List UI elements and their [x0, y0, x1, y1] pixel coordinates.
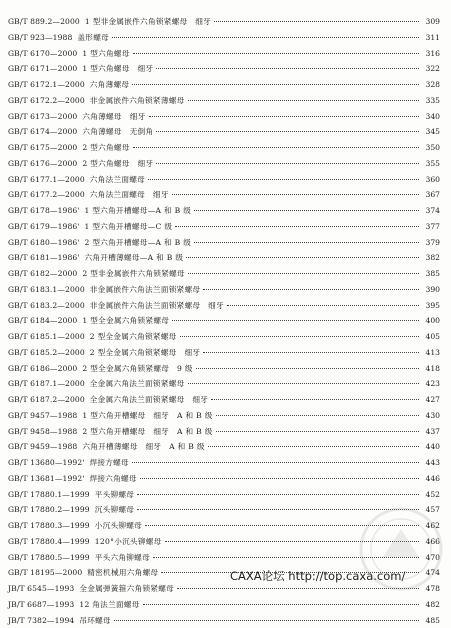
toc-title: 六角薄螺母 无倒角: [82, 124, 153, 140]
toc-dot-leader: [188, 273, 419, 274]
toc-standard-number: GB/T 6174—2000: [8, 124, 77, 140]
toc-entry: [8, 93, 440, 109]
toc-standard-number: JB/T 7382—1994: [8, 613, 74, 628]
toc-entry: [8, 329, 440, 345]
toc-dot-leader: [194, 242, 419, 243]
toc-title: 平头六角铆螺母: [95, 550, 150, 566]
toc-dot-leader: [188, 100, 419, 101]
toc-entry: [8, 518, 440, 534]
toc-title: 精密机械用六角螺母: [87, 565, 158, 581]
toc-dot-leader: [194, 210, 419, 211]
toc-standard-number: GB/T 6185.1—2000: [8, 329, 85, 345]
toc-entry: [8, 46, 440, 62]
toc-dot-leader: [211, 399, 419, 400]
toc-entry: [8, 534, 440, 550]
toc-entry: [8, 282, 440, 298]
toc-title: 2 型六角螺母 细牙: [82, 156, 153, 172]
toc-entry: [8, 140, 440, 156]
toc-dot-leader: [203, 289, 419, 290]
toc-dot-leader: [216, 415, 419, 416]
toc-title: 六角开槽薄螺母 细牙 A 和 B 级: [82, 439, 204, 455]
toc-standard-number: GB/T 17880.5—1999: [8, 550, 90, 566]
toc-dot-leader: [114, 620, 419, 621]
toc-entry: [8, 109, 440, 125]
toc-dot-leader: [133, 147, 419, 148]
toc-entry: [8, 172, 440, 188]
toc-title: 小沉头铆螺母: [95, 518, 142, 534]
table-of-contents: [8, 14, 440, 628]
toc-page-number: 379: [422, 235, 440, 251]
toc-entry: [8, 187, 440, 203]
toc-title: 平头铆螺母: [95, 487, 134, 503]
toc-title: 六角薄螺母: [90, 77, 129, 93]
toc-page-number: 418: [422, 361, 440, 377]
toc-standard-number: GB/T 6177.1—2000: [8, 172, 85, 188]
toc-title: 全金属六角法兰面锁紧螺母: [90, 376, 185, 392]
toc-page-number: 367: [422, 187, 440, 203]
toc-standard-number: GB/T 6187.2—2000: [8, 392, 85, 408]
toc-entry: [8, 298, 440, 314]
toc-page-number: 355: [422, 156, 440, 172]
toc-dot-leader: [177, 588, 419, 589]
toc-title: 非金属嵌件六角法兰面锁紧螺母 细牙: [90, 298, 224, 314]
toc-title: 2 型全金属六角锁紧螺母: [90, 329, 177, 345]
toc-entry: [8, 471, 440, 487]
toc-entry: [8, 14, 440, 30]
toc-standard-number: GB/T 9459—1988: [8, 439, 77, 455]
toc-page-number: 309: [422, 14, 440, 30]
toc-title: 吊环螺母: [79, 613, 111, 628]
toc-standard-number: GB/T 13680—1992': [8, 455, 84, 471]
toc-entry: [8, 266, 440, 282]
toc-title: 12 角法兰面螺母: [79, 597, 139, 613]
toc-dot-leader: [132, 84, 419, 85]
toc-dot-leader: [186, 257, 419, 258]
toc-dot-leader: [112, 37, 419, 38]
toc-dot-leader: [148, 179, 419, 180]
toc-page-number: 462: [422, 518, 440, 534]
toc-page-number: 405: [422, 329, 440, 345]
toc-title: 六角法兰面螺母 细牙: [90, 187, 169, 203]
toc-entry: [8, 408, 440, 424]
toc-page-number: 482: [422, 597, 440, 613]
toc-entry: [8, 361, 440, 377]
toc-standard-number: GB/T 923—1988: [8, 30, 72, 46]
toc-standard-number: GB/T 6187.1—2000: [8, 376, 85, 392]
toc-page-number: 470: [422, 550, 440, 566]
toc-standard-number: GB/T 6184—2000: [8, 313, 77, 329]
toc-entry: [8, 550, 440, 566]
toc-standard-number: GB/T 17880.4—1999: [8, 534, 90, 550]
toc-entry: [8, 156, 440, 172]
toc-page-number: 400: [422, 313, 440, 329]
toc-dot-leader: [156, 131, 419, 132]
toc-standard-number: GB/T 13681—1992': [8, 471, 84, 487]
toc-entry: [8, 502, 440, 518]
toc-entry: [8, 392, 440, 408]
toc-title: 2 型全金属六角锁紧螺母 细牙: [90, 345, 200, 361]
toc-page-number: 395: [422, 298, 440, 314]
toc-title: 1 型全金属六角锁紧螺母: [82, 313, 169, 329]
toc-page-number: 385: [422, 266, 440, 282]
toc-dot-leader: [140, 478, 419, 479]
toc-title: 盖形螺母: [77, 30, 109, 46]
toc-page-number: 377: [422, 219, 440, 235]
toc-page-number: 474: [422, 565, 440, 581]
toc-title: 全金属六角法兰面锁紧螺母 细牙: [90, 392, 208, 408]
toc-page-number: 466: [422, 534, 440, 550]
toc-title: 1 型非金属嵌件六角锁紧螺母 细牙: [85, 14, 211, 30]
toc-dot-leader: [149, 116, 420, 117]
toc-entry: [8, 61, 440, 77]
toc-title: 2 型六角开槽螺母—A 和 B 级: [85, 235, 192, 251]
toc-page-number: 316: [422, 46, 440, 62]
toc-dot-leader: [175, 226, 419, 227]
toc-title: 2 型六角螺母: [82, 140, 129, 156]
toc-page-number: 413: [422, 345, 440, 361]
toc-dot-leader: [196, 368, 419, 369]
toc-dot-leader: [165, 541, 419, 542]
toc-standard-number: GB/T 6181—1986': [8, 250, 80, 266]
toc-dot-leader: [153, 557, 419, 558]
toc-title: 焊接方螺母: [89, 455, 128, 471]
toc-title: 全金属弹簧箍六角锁紧螺母: [79, 581, 174, 597]
toc-page-number: 340: [422, 109, 440, 125]
toc-dot-leader: [132, 462, 419, 463]
toc-dot-leader: [188, 383, 419, 384]
toc-dot-leader: [145, 525, 419, 526]
toc-standard-number: GB/T 6183.1—2000: [8, 282, 85, 298]
toc-page-number: 485: [422, 613, 440, 628]
toc-dot-leader: [216, 431, 419, 432]
toc-entry: [8, 30, 440, 46]
toc-page-number: 328: [422, 77, 440, 93]
toc-title: 焊接六角螺母: [89, 471, 136, 487]
toc-dot-leader: [208, 446, 419, 447]
toc-dot-leader: [143, 604, 419, 605]
toc-title: 1 型六角开槽螺母—C 级: [85, 219, 173, 235]
toc-dot-leader: [172, 320, 419, 321]
toc-dot-leader: [214, 21, 419, 22]
toc-standard-number: GB/T 17880.3—1999: [8, 518, 90, 534]
toc-page-number: 350: [422, 140, 440, 156]
toc-standard-number: GB/T 6170—2000: [8, 46, 77, 62]
toc-entry: [8, 487, 440, 503]
toc-standard-number: GB/T 6179—1986': [8, 219, 80, 235]
toc-title: 非金属嵌件六角锁紧薄螺母: [90, 93, 185, 109]
toc-entry: [8, 345, 440, 361]
toc-standard-number: GB/T 6175—2000: [8, 140, 77, 156]
toc-title: 2 型六角开槽螺母 细牙 A 和 B 级: [82, 424, 212, 440]
toc-standard-number: GB/T 17880.2—1999: [8, 502, 90, 518]
toc-standard-number: GB/T 6172.1—2000: [8, 77, 85, 93]
toc-entry: [8, 235, 440, 251]
toc-dot-leader: [156, 163, 419, 164]
toc-title: 非金属嵌件六角法兰面锁紧螺母: [90, 282, 201, 298]
toc-dot-leader: [133, 53, 419, 54]
toc-title: 2 型全金属六角锁紧螺母 9 级: [82, 361, 192, 377]
toc-title: 2 型非金属嵌件六角锁紧螺母: [82, 266, 185, 282]
toc-page-number: 335: [422, 93, 440, 109]
toc-dot-leader: [203, 352, 419, 353]
toc-page-number: 360: [422, 172, 440, 188]
toc-entry: [8, 77, 440, 93]
toc-title: 六角开槽薄螺母—A 和 B 级: [85, 250, 184, 266]
toc-page-number: 430: [422, 408, 440, 424]
toc-dot-leader: [227, 305, 419, 306]
toc-standard-number: GB/T 6186—2000: [8, 361, 77, 377]
toc-entry: [8, 439, 440, 455]
toc-page-number: 423: [422, 376, 440, 392]
toc-page-number: 440: [422, 439, 440, 455]
toc-entry: [8, 613, 440, 628]
toc-standard-number: GB/T 6173—2000: [8, 109, 77, 125]
toc-standard-number: GB/T 6177.2—2000: [8, 187, 85, 203]
toc-dot-leader: [172, 194, 419, 195]
toc-standard-number: GB/T 9457—1988: [8, 408, 77, 424]
toc-page-number: 382: [422, 250, 440, 266]
toc-standard-number: GB/T 6172.2—2000: [8, 93, 85, 109]
toc-dot-leader: [156, 68, 419, 69]
toc-title: 1 型六角螺母: [82, 46, 129, 62]
toc-entry: [8, 597, 440, 613]
toc-entry: [8, 424, 440, 440]
toc-page-number: 390: [422, 282, 440, 298]
toc-entry: [8, 376, 440, 392]
toc-title: 1 型六角开槽螺母 细牙 A 和 B 级: [82, 408, 212, 424]
toc-entry: [8, 219, 440, 235]
toc-standard-number: GB/T 9458—1988: [8, 424, 77, 440]
toc-title: 六角薄螺母 细牙: [82, 109, 145, 125]
toc-standard-number: GB/T 889.2—2000: [8, 14, 80, 30]
toc-page-number: 437: [422, 424, 440, 440]
toc-page-number: 322: [422, 61, 440, 77]
toc-page-number: 452: [422, 487, 440, 503]
toc-entry: [8, 203, 440, 219]
toc-standard-number: GB/T 6178—1986': [8, 203, 80, 219]
toc-page-number: 311: [422, 30, 440, 46]
toc-standard-number: GB/T 6183.2—2000: [8, 298, 85, 314]
toc-standard-number: GB/T 6176—2000: [8, 156, 77, 172]
toc-page-number: 457: [422, 502, 440, 518]
toc-title: 1 型六角开槽螺母—A 和 B 级: [85, 203, 192, 219]
toc-standard-number: JB/T 6687—1993: [8, 597, 74, 613]
toc-standard-number: GB/T 6180—1986': [8, 235, 80, 251]
toc-title: 120°小沉头铆螺母: [95, 534, 162, 550]
toc-entry: [8, 124, 440, 140]
toc-entry: [8, 455, 440, 471]
toc-page-number: 443: [422, 455, 440, 471]
toc-standard-number: GB/T 17880.1—1999: [8, 487, 90, 503]
toc-dot-leader: [180, 336, 419, 337]
toc-standard-number: GB/T 6185.2—2000: [8, 345, 85, 361]
toc-title: 1 型六角螺母 细牙: [82, 61, 153, 77]
toc-entry: [8, 250, 440, 266]
toc-dot-leader: [137, 494, 419, 495]
toc-standard-number: GB/T 6182—2000: [8, 266, 77, 282]
toc-page-number: 345: [422, 124, 440, 140]
toc-title: 沉头铆螺母: [95, 502, 134, 518]
toc-standard-number: JB/T 6545—1993: [8, 581, 74, 597]
toc-standard-number: GB/T 18195—2000: [8, 565, 82, 581]
toc-title: 六角法兰面螺母: [90, 172, 145, 188]
site-watermark: CAXA论坛 http://top.caxa.com/: [230, 568, 405, 584]
toc-page-number: 374: [422, 203, 440, 219]
toc-page-number: 446: [422, 471, 440, 487]
toc-dot-leader: [137, 509, 419, 510]
toc-page-number: 478: [422, 581, 440, 597]
toc-entry: [8, 313, 440, 329]
toc-page-number: 427: [422, 392, 440, 408]
toc-standard-number: GB/T 6171—2000: [8, 61, 77, 77]
